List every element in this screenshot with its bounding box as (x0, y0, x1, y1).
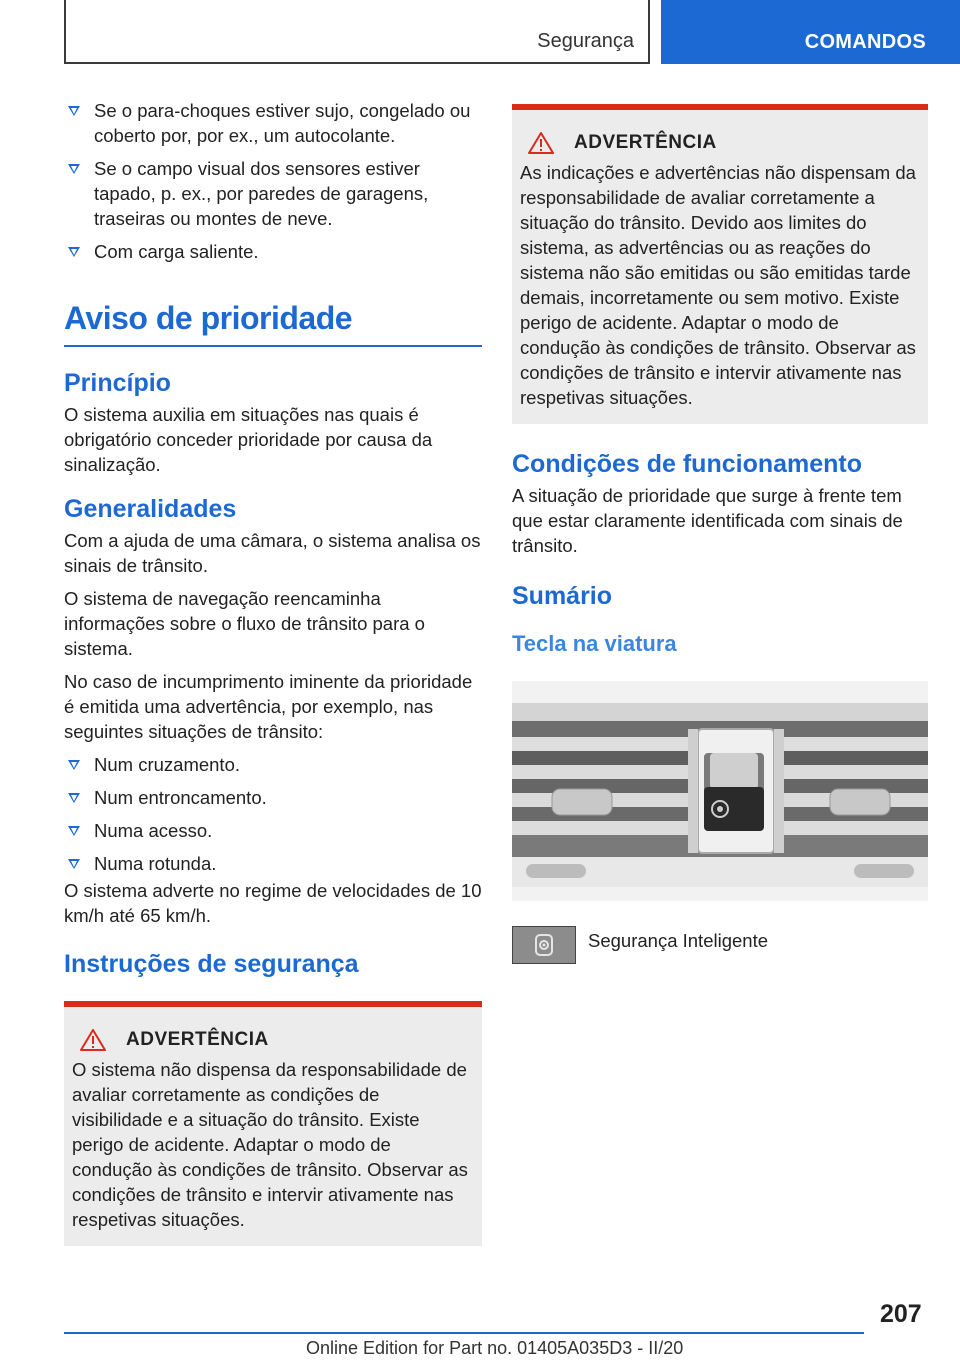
triangle-bullet-icon (68, 826, 80, 836)
general-paragraph: O sistema de navegação reencaminha informações sobre o fluxo de trânsito para o sistema. (64, 588, 425, 659)
chapter-tab (661, 0, 960, 64)
triangle-bullet-icon (68, 106, 80, 116)
triangle-bullet-icon (68, 859, 80, 869)
intro-bullet-list (64, 98, 482, 264)
section-tab-label: Segurança (537, 30, 634, 52)
section-title: Aviso de prioridade (64, 272, 482, 347)
section-tab (64, 0, 650, 64)
principle-heading: Princípio (64, 369, 171, 397)
list-item: Numa acesso. (64, 818, 482, 843)
warning-triangle-icon (528, 132, 554, 154)
list-item: Num cruzamento. (64, 752, 482, 777)
summary-heading: Sumário (512, 582, 613, 610)
warning-title-label: ADVERTÊNCIA (126, 1029, 269, 1050)
conditions-heading: Condições de funcionamento (512, 450, 863, 478)
legend-label: Segurança Inteligente (588, 930, 768, 951)
warning-title (72, 1029, 474, 1051)
page-header (0, 0, 960, 66)
general-heading: Generalidades (64, 495, 237, 523)
warning-box (64, 1001, 482, 1246)
button-heading: Tecla na viatura (512, 631, 677, 656)
footer-rule (64, 1332, 864, 1334)
triangle-bullet-icon (68, 164, 80, 174)
principle-text: O sistema auxilia em situações nas quais é obrigatório conceder prioridade por causa da sinalização. (64, 404, 433, 475)
intelligent-safety-button-icon (512, 926, 576, 964)
general-paragraph: Com a ajuda de uma câmara, o sistema analisa os sinais de trânsito. (64, 530, 481, 576)
list-item: Num entroncamento. (64, 785, 482, 810)
list-item: Numa rotunda. (64, 851, 482, 876)
triangle-bullet-icon (68, 247, 80, 257)
list-item: Se o para-choques estiver sujo, congelado ou coberto por, por ex., um autocolante. (64, 98, 482, 148)
safety-heading: Instruções de segurança (64, 950, 359, 978)
legend-row (512, 926, 928, 964)
speed-range-text: O sistema adverte no regime de velocidades de 10 km/h até 65 km/h. (64, 880, 482, 926)
left-column (64, 98, 482, 1262)
warning-title (520, 132, 920, 154)
general-paragraph: No caso de incumprimento iminente da prioridade é emitida uma advertência, por exemplo, nas seguintes situações de trânsito: (64, 671, 473, 742)
list-item: Com carga saliente. (64, 239, 482, 264)
warning-triangle-icon (80, 1029, 106, 1051)
warning-title-label: ADVERTÊNCIA (574, 132, 717, 153)
warning-text: As indicações e advertências não dispensam da responsabilidade de avaliar corretamente a situação do trânsito. Devido aos limites do sistema, as advertências ou as reações do sistema não são emitidas ou são emitidas tarde demais, incorretamente ou sem motivo. Existe perigo de acidente. Adaptar o modo de condução às condições de trânsito. Observar as condições de trânsito e intervir ativamente nas respetivas situações. (520, 162, 916, 408)
list-item: Se o campo visual dos sensores estiver tapado, p. ex., por paredes de garagens, traseiras ou montes de neve. (64, 156, 482, 231)
page-number: 207 (880, 1300, 922, 1328)
vehicle-button-photo (512, 681, 928, 901)
warning-box (512, 104, 928, 424)
warning-text: O sistema não dispensa da responsabilidade de avaliar corretamente as condições de visibilidade e a situação do trânsito. Existe perigo de acidente. Adaptar o modo de condução às condições de trânsito. Observar as condições de trânsito e intervir ativamente nas respetivas situações. (72, 1059, 468, 1230)
conditions-text: A situação de prioridade que surge à frente tem que estar claramente identificada com sinais de trânsito. (512, 485, 903, 556)
situation-bullet-list (64, 752, 482, 876)
right-column (512, 104, 928, 964)
triangle-bullet-icon (68, 760, 80, 770)
edition-text: Online Edition for Part no. 01405A035D3 - II/20 (306, 1338, 684, 1358)
chapter-tab-label: COMANDOS (804, 31, 926, 53)
triangle-bullet-icon (68, 793, 80, 803)
